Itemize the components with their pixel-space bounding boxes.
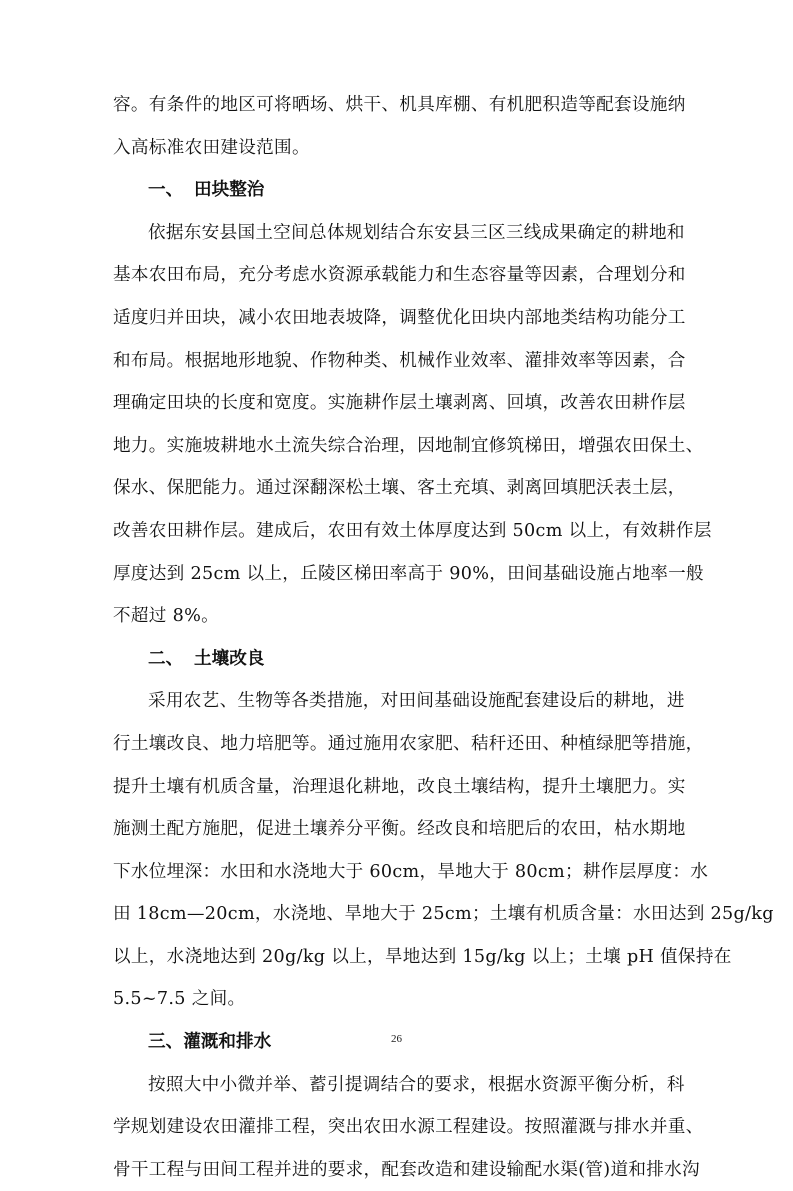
paragraph-line: 施测土配方施肥，促进土壤养分平衡。经改良和培肥后的农田，枯水期地 xyxy=(113,819,686,840)
section-irrigation-drainage xyxy=(113,1021,704,1191)
section-heading xyxy=(113,638,683,681)
section-title: 土壤改良 xyxy=(194,648,265,669)
paragraph-line: 基本农田布局，充分考虑水资源承载能力和生态容量等因素，合理划分和 xyxy=(113,265,686,286)
paragraph-line: 学规划建设农田灌排工程，突出农田水源工程建设。按照灌溉与排水并重、 xyxy=(113,1117,704,1138)
section-number: 三、 xyxy=(148,1032,184,1053)
section-title: 灌溉和排水 xyxy=(183,1032,272,1053)
paragraph-line: 骨干工程与田间工程并进的要求，配套改造和建设输配水渠(管)道和排水沟 xyxy=(113,1159,700,1180)
section-heading xyxy=(113,169,683,212)
section-number: 一、 xyxy=(148,180,184,201)
paragraph-line: 不超过 8%。 xyxy=(113,606,219,627)
paragraph-line: 入高标准农田建设范围。 xyxy=(113,137,310,158)
section-field-consolidation xyxy=(113,169,712,638)
section-number: 二、 xyxy=(148,648,184,669)
paragraph-line: 以上，水浇地达到 20g/kg 以上，旱地达到 15g/kg 以上；土壤 pH 值保持在 xyxy=(113,946,732,967)
paragraph-line: 容。有条件的地区可将晒场、烘干、机具库棚、有机肥积造等配套设施纳 xyxy=(113,95,686,115)
paragraph-line: 适度归并田块，减小农田地表坡降，调整优化田块内部地类结构功能分工 xyxy=(113,307,686,328)
paragraph-line: 行土壤改良、地力培肥等。通过施用农家肥、秸秆还田、种植绿肥等措施， xyxy=(113,733,704,754)
paragraph-line: 和布局。根据地形地貌、作物种类、机械作业效率、灌排效率等因素，合 xyxy=(113,350,686,371)
intro-paragraph xyxy=(113,84,686,169)
paragraph-line: 保水、保肥能力。通过深翻深松土壤、客土充填、剥离回填肥沃表土层， xyxy=(113,478,686,499)
paragraph-line: 厚度达到 25cm 以上，丘陵区梯田率高于 90%，田间基础设施占地率一般 xyxy=(113,563,704,584)
paragraph-line: 下水位埋深：水田和水浇地大于 60cm，旱地大于 80cm；耕作层厚度：水 xyxy=(113,861,709,882)
section-title: 田块整治 xyxy=(194,180,265,201)
paragraph-line: 依据东安县国土空间总体规划结合东安县三区三线成果确定的耕地和 xyxy=(148,222,685,243)
paragraph-line: 理确定田块的长度和宽度。实施耕作层土壤剥离、回填，改善农田耕作层 xyxy=(113,393,686,414)
paragraph-line: 提升土壤有机质含量，治理退化耕地，改良土壤结构，提升土壤肥力。实 xyxy=(113,776,686,797)
paragraph-line: 采用农艺、生物等各类措施，对田间基础设施配套建设后的耕地，进 xyxy=(148,691,685,712)
page-body xyxy=(113,84,774,1191)
paragraph-line: 改善农田耕作层。建成后，农田有效土体厚度达到 50cm 以上，有效耕作层 xyxy=(113,520,712,541)
paragraph-line: 5.5~7.5 之间。 xyxy=(113,989,246,1010)
section-soil-improvement xyxy=(113,638,774,1021)
paragraph-line: 田 18cm—20cm，水浇地、旱地大于 25cm；土壤有机质含量：水田达到 25g/kg xyxy=(113,904,774,925)
page-number: 26 xyxy=(391,1033,402,1045)
paragraph-line: 地力。实施坡耕地水土流失综合治理，因地制宜修筑梯田，增强农田保土、 xyxy=(113,435,704,456)
paragraph-line: 按照大中小微并举、蓄引提调结合的要求，根据水资源平衡分析，科 xyxy=(148,1074,685,1095)
